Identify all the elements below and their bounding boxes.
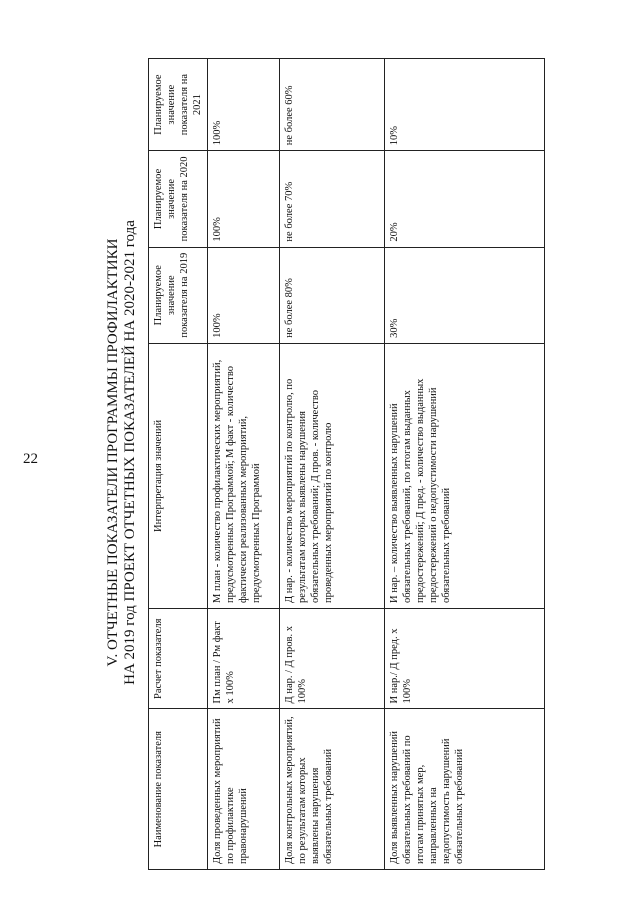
table-header-row bbox=[149, 59, 208, 870]
page-number: 22 bbox=[23, 451, 38, 467]
table-row bbox=[280, 59, 385, 870]
value-2020: не более 70% bbox=[280, 151, 385, 247]
indicator-interpretation: И нар. – количество выявленных нарушений обязательных требований, по итогам выданных предостережений; Д пред. - количество выданных предостережений о недопустимости нарушений обязательных требований bbox=[385, 343, 545, 608]
value-2021: 100% bbox=[208, 59, 280, 151]
value-2021: 10% bbox=[385, 59, 545, 151]
value-2020: 100% bbox=[208, 151, 280, 247]
header-cell: Наименование показателя bbox=[149, 709, 208, 870]
header-cell: Расчет показателя bbox=[149, 609, 208, 709]
indicator-name: Доля выявленных нарушений обязательных требований по итогам принятых мер, направленных на недопустимость нарушений обязательных требований bbox=[385, 709, 545, 870]
indicator-calc: И нар./ Д пред. х 100% bbox=[385, 609, 545, 709]
indicator-interpretation: Д нар. - количество мероприятий по контролю, по результатам которых выявлены нарушения обязательных требований; Д пров. - количество проведенных мероприятий по контролю bbox=[280, 343, 385, 608]
indicator-calc: Д нар. / Д пров. х 100% bbox=[280, 609, 385, 709]
header-cell: Интерпретация значений bbox=[149, 343, 208, 608]
indicator-name: Доля проведенных мероприятий по профилактике правонарушений bbox=[208, 709, 280, 870]
value-2021: не более 60% bbox=[280, 59, 385, 151]
table-row bbox=[385, 59, 545, 870]
indicator-interpretation: М план - количество профилактических мероприятий, предусмотренных Программой; М факт - количество фактически реализованных мероприятий, предусмотренных Программой bbox=[208, 343, 280, 608]
header-cell: Планируемое значение показателя на 2020 bbox=[149, 151, 208, 247]
value-2019: не более 80% bbox=[280, 247, 385, 343]
document-title bbox=[105, 200, 139, 705]
table-row bbox=[208, 59, 280, 870]
indicators-table bbox=[148, 58, 545, 870]
header-cell: Планируемое значение показателя на 2019 bbox=[149, 247, 208, 343]
title-line-2: НА 2019 год ПРОЕКТ ОТЧЕТНЫХ ПОКАЗАТЕЛЕЙ НА 2020-2021 года bbox=[122, 220, 138, 685]
indicator-calc: Пм план / Рм факт х 100% bbox=[208, 609, 280, 709]
header-cell: Планируемое значение показателя на 2021 bbox=[149, 59, 208, 151]
title-line-1: V. ОТЧЕТНЫЕ ПОКАЗАТЕЛИ ПРОГРАММЫ ПРОФИЛАКТИКИ bbox=[105, 238, 121, 667]
value-2019: 100% bbox=[208, 247, 280, 343]
value-2019: 30% bbox=[385, 247, 545, 343]
value-2020: 20% bbox=[385, 151, 545, 247]
indicator-name: Доля контрольных мероприятий, по результатам которых выявлены нарушения обязательных требований bbox=[280, 709, 385, 870]
